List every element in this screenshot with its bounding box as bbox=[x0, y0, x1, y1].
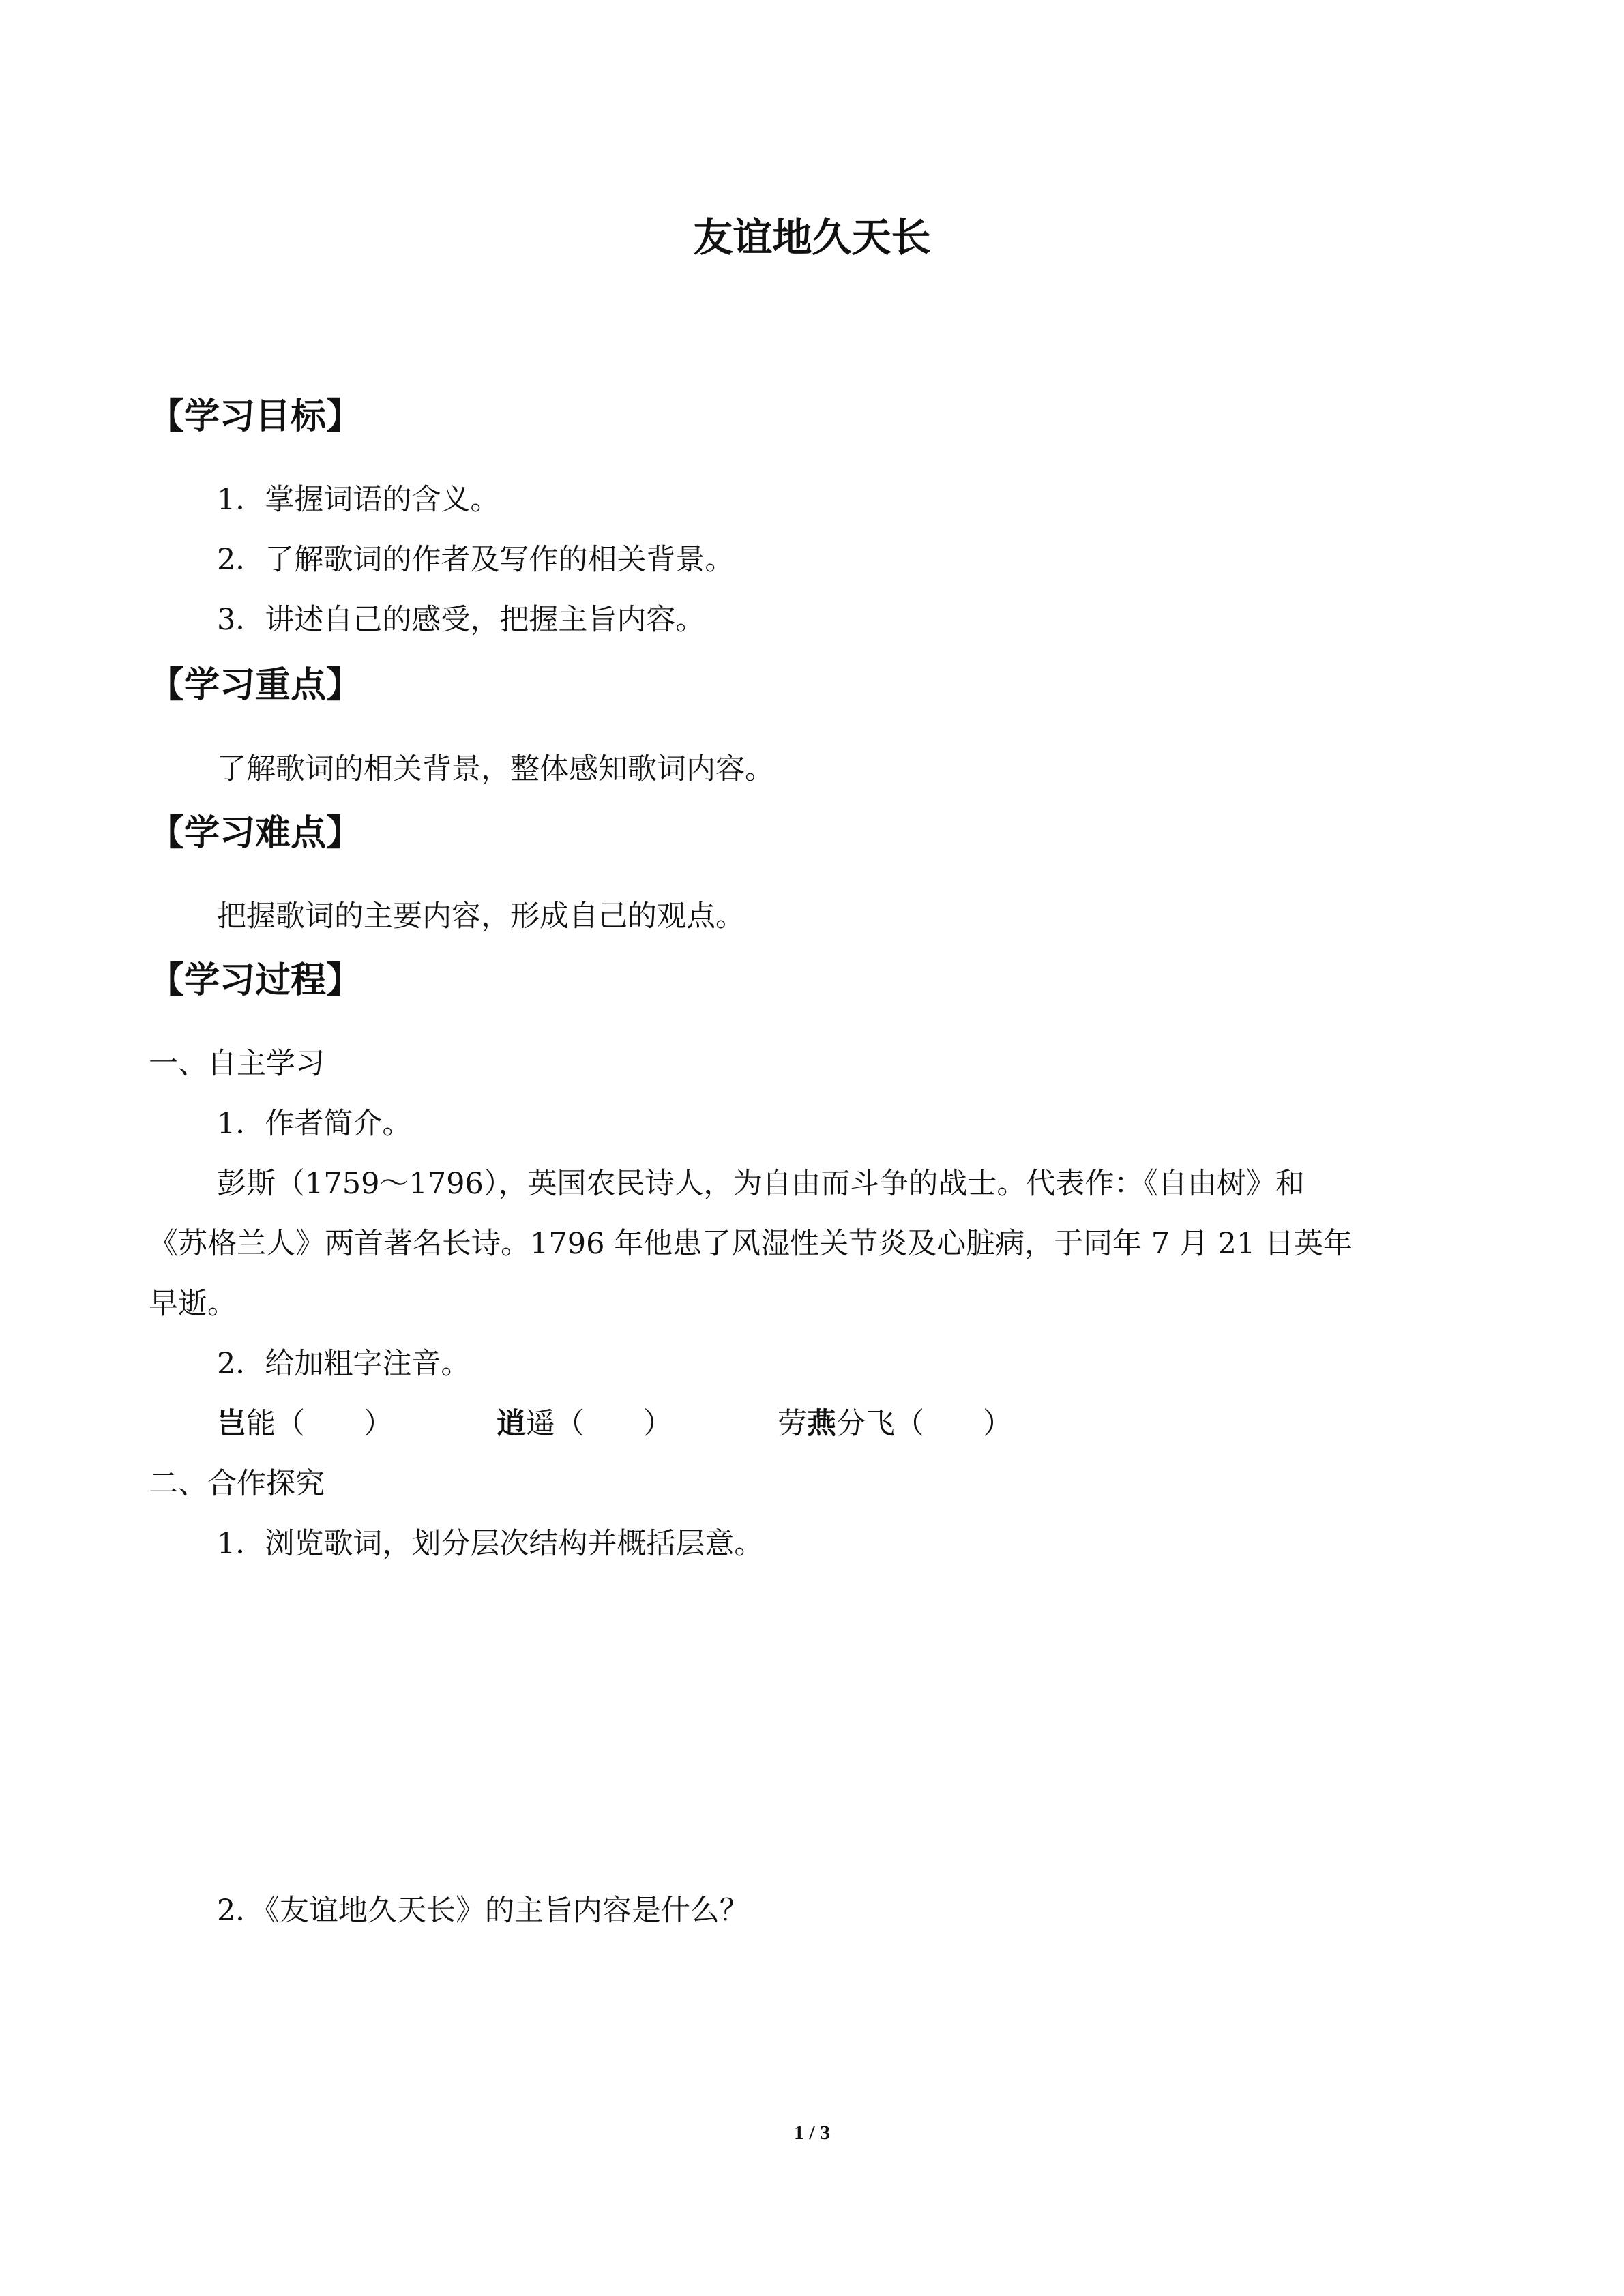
page-number: 1 / 3 bbox=[793, 2121, 831, 2144]
bold-char: 岂 bbox=[217, 1407, 246, 1441]
bold-char: 逍 bbox=[497, 1407, 526, 1441]
part1-question-1: 1．作者简介。 bbox=[217, 1107, 412, 1141]
pinyin-item-2 bbox=[497, 1403, 673, 1444]
part2-question-2: 2．《友谊地久天长》的主旨内容是什么？ bbox=[217, 1894, 749, 1928]
part1-question-2: 2．给加粗字注音。 bbox=[217, 1347, 471, 1381]
page-title: 友谊地久天长 bbox=[693, 214, 931, 260]
section-heading-difficulties: 【学习难点】 bbox=[149, 813, 362, 854]
plain-char: 劳 bbox=[778, 1407, 807, 1441]
author-bio-line-3: 早逝。 bbox=[149, 1287, 237, 1321]
author-bio-line-1: 彭斯（1759～1796），英国农民诗人，为自由而斗争的战士。代表作：《自由树》和 bbox=[217, 1167, 1305, 1201]
part2-title: 二、合作探究 bbox=[149, 1467, 325, 1501]
section-heading-key-points: 【学习重点】 bbox=[149, 665, 362, 706]
objective-item-2: 2．了解歌词的作者及写作的相关背景。 bbox=[217, 543, 735, 577]
part1-title: 一、自主学习 bbox=[149, 1047, 325, 1081]
difficulties-text: 把握歌词的主要内容，形成自己的观点。 bbox=[217, 899, 745, 934]
bold-char: 燕 bbox=[807, 1407, 836, 1441]
pinyin-blank: 能（ ） bbox=[246, 1407, 393, 1441]
part2-question-1: 1．浏览歌词，划分层次结构并概括层意。 bbox=[217, 1527, 764, 1561]
author-bio-line-2: 《苏格兰人》两首著名长诗。1796 年他患了风湿性关节炎及心脏病，于同年 7 月 21 日英年 bbox=[149, 1227, 1353, 1261]
pinyin-item-3 bbox=[778, 1403, 1012, 1444]
section-heading-process: 【学习过程】 bbox=[149, 960, 362, 1001]
objective-item-3: 3．讲述自己的感受，把握主旨内容。 bbox=[217, 603, 705, 637]
key-points-text: 了解歌词的相关背景，整体感知歌词内容。 bbox=[217, 752, 774, 786]
section-heading-objectives: 【学习目标】 bbox=[149, 396, 362, 437]
pinyin-blank: 遥（ ） bbox=[526, 1407, 673, 1441]
pinyin-blank: 分飞（ ） bbox=[836, 1407, 1012, 1441]
objective-item-1: 1．掌握词语的含义。 bbox=[217, 483, 500, 517]
pinyin-item-1 bbox=[217, 1403, 393, 1444]
